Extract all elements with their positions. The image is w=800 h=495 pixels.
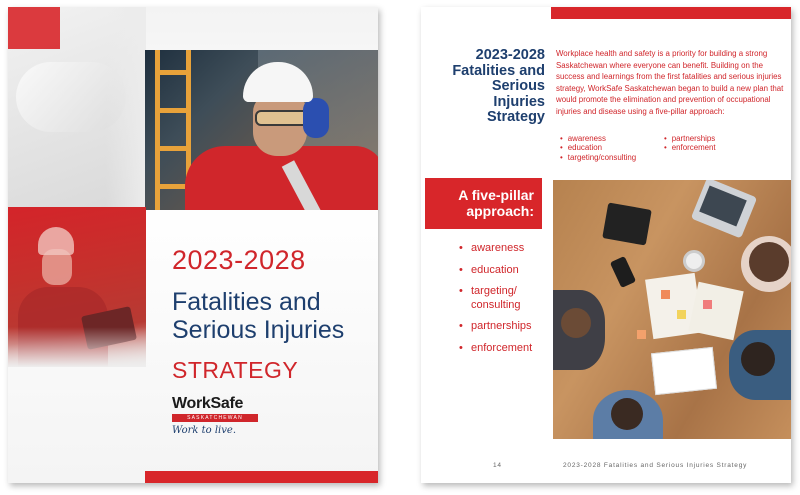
person-hair — [749, 242, 789, 282]
cover-page — [8, 7, 378, 483]
list-item-line: targeting/ — [471, 285, 517, 297]
sticky-note — [661, 290, 670, 299]
inner-top-bar — [551, 7, 791, 19]
list-item — [459, 285, 532, 312]
laptop-dark — [602, 202, 652, 245]
cover-title — [172, 288, 372, 344]
red-accent-block — [8, 7, 60, 49]
ladder-rung — [155, 70, 191, 75]
cover-bottom-bar — [145, 471, 378, 483]
list-item: • enforcement — [459, 342, 532, 356]
logo-tagline: Work to live. — [172, 425, 236, 436]
photo-fade — [106, 7, 146, 207]
list-item: • targeting/consulting — [560, 153, 636, 162]
heading-line: Strategy — [486, 109, 545, 125]
pillar-list-col2 — [664, 134, 716, 153]
cover-title-line1: Fatalities and — [172, 288, 321, 316]
logo-wordmark: WorkSafe — [172, 395, 244, 412]
inner-heading — [437, 48, 545, 126]
list-item: • partnerships — [459, 320, 532, 334]
list-item: • awareness — [560, 134, 636, 143]
notebook — [651, 347, 717, 395]
ladder-rung — [155, 108, 191, 113]
woman-hard-hat — [38, 227, 74, 255]
page-number: 14 — [493, 462, 502, 469]
heading-line: Serious Injuries — [491, 78, 545, 110]
ear-protection — [303, 98, 329, 138]
person-hair — [611, 398, 643, 430]
inner-page — [421, 7, 791, 483]
ladder-rung — [155, 146, 191, 151]
photo-fade — [8, 327, 146, 367]
cover-photo-gloves — [8, 7, 146, 207]
pillar-bullets — [459, 242, 532, 363]
cover-title-line2: Serious Injuries — [172, 316, 345, 344]
list-item: • education — [459, 264, 532, 278]
cover-years: 2023-2028 — [172, 245, 306, 275]
intro-paragraph: Workplace health and safety is a priority for building a strong Saskatchewan where everyone can benefit. Building on the success and learnings from the first fatalities and serious injuries strategy, WorkSafe Saskatchewan began to build a new plan that would promote the elimination and prevention of occupational injuries and disease using a five-pillar approach: — [556, 49, 784, 116]
heading-line: Fatalities and — [452, 62, 545, 79]
list-item: • partnerships — [664, 134, 716, 143]
logo-bar: SASKATCHEWAN — [172, 414, 258, 422]
callout-line: A five-pillar — [458, 187, 534, 203]
list-item: • awareness — [459, 242, 532, 256]
list-item-line: consulting — [471, 298, 521, 311]
coffee-cup — [683, 250, 705, 272]
footer-title: 2023-2028 Fatalities and Serious Injuries Strategy — [563, 462, 748, 469]
worksafe-logo — [172, 395, 262, 436]
list-item: • enforcement — [664, 143, 716, 152]
person-hair — [741, 342, 775, 376]
sticky-note — [677, 310, 686, 319]
callout-line: approach: — [466, 203, 534, 219]
sticky-note — [703, 300, 712, 309]
person-hair — [561, 308, 591, 338]
cover-subtitle: STRATEGY — [172, 357, 299, 383]
phone — [610, 256, 636, 288]
cover-photo-woman-tablet — [8, 207, 146, 367]
cover-photo-worker — [145, 50, 378, 210]
list-item: • education — [560, 143, 636, 152]
meeting-table-photo — [553, 180, 791, 439]
pillar-list-col1 — [560, 134, 636, 162]
paper-sheet — [688, 282, 743, 340]
five-pillar-callout — [425, 178, 542, 229]
cover-title-block — [172, 244, 372, 384]
heading-line: 2023-2028 — [475, 47, 545, 63]
sticky-note — [637, 330, 646, 339]
